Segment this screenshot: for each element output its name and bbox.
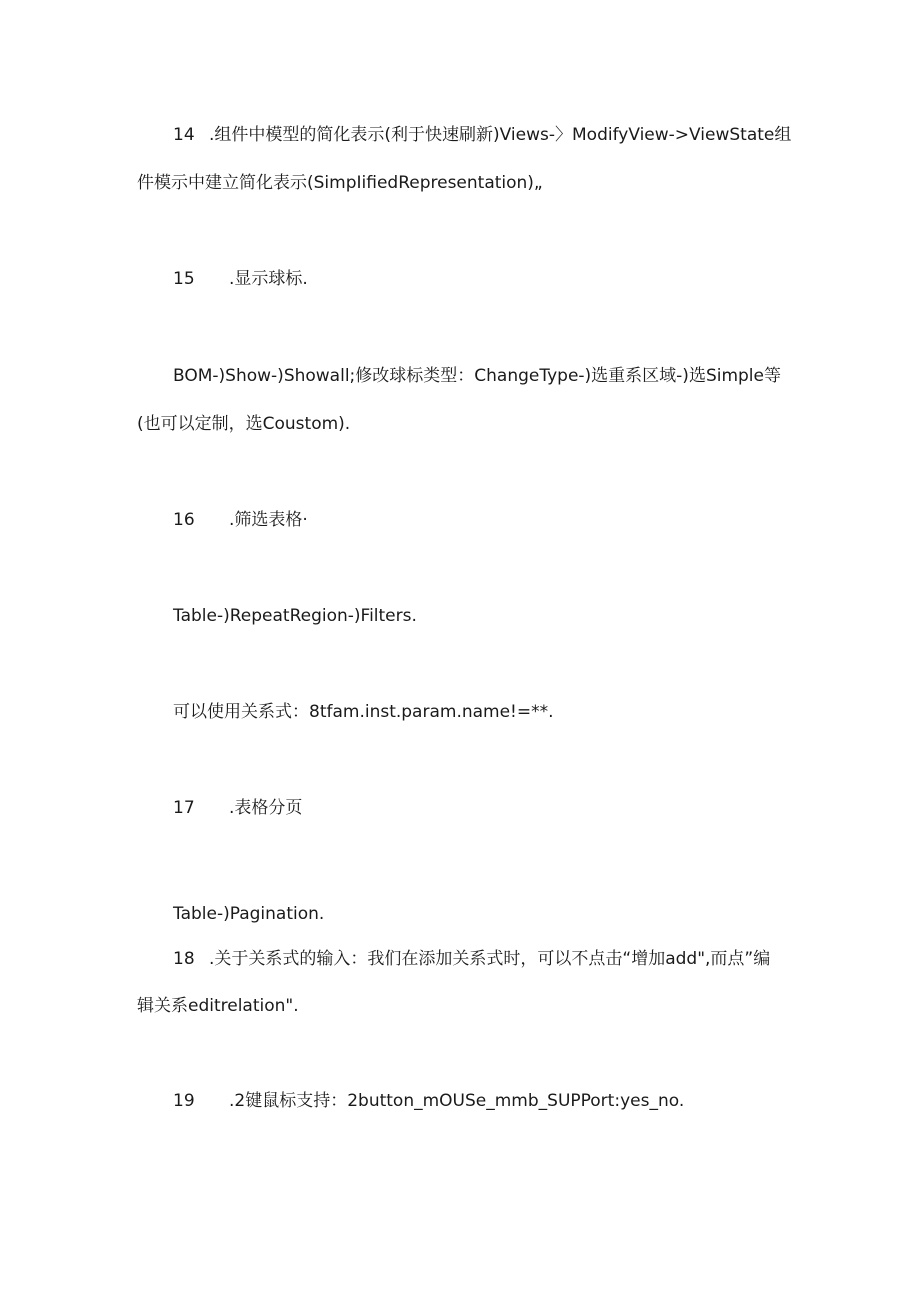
item-17-number: 17 bbox=[173, 798, 195, 818]
item-16-text: .筛选表格· bbox=[229, 510, 308, 530]
item-17-body1: Table-)Pagination. bbox=[173, 904, 325, 924]
item-16-heading bbox=[173, 509, 308, 531]
item-14-text: .组件中模型的简化表示(利于快速刷新)Views-〉ModifyView->ViewState组 bbox=[209, 125, 792, 145]
item-19-number: 19 bbox=[173, 1091, 195, 1111]
item-19-text: .2键鼠标支持：2button_mOUSe_mmb_SUPPort:yes_no. bbox=[229, 1091, 685, 1111]
item-19-heading bbox=[173, 1090, 684, 1112]
item-16-body1: Table-)RepeatRegion-)Filters. bbox=[173, 606, 417, 626]
item-15-heading bbox=[173, 268, 308, 290]
item-15-text: .显示球标. bbox=[229, 269, 308, 289]
item-18-number: 18 bbox=[173, 949, 195, 969]
item-16-body2: 可以使用关系式：8tfam.inst.param.name!=**. bbox=[173, 702, 554, 722]
item-15-number: 15 bbox=[173, 269, 195, 289]
item-18-text: .关于关系式的输入：我们在添加关系式时，可以不点击“增加add",而点”编 bbox=[209, 949, 771, 969]
item-15-body-line2: (也可以定制，选Coustom). bbox=[137, 414, 351, 434]
item-18-line2: 辑关系editrelation". bbox=[137, 996, 299, 1016]
item-17-heading bbox=[173, 797, 302, 819]
item-18-line1 bbox=[173, 948, 770, 970]
item-14-line1 bbox=[173, 124, 791, 146]
item-15-body-line1: BOM-)Show-)Showall;修改球标类型：ChangeType-)选重系区域-)选Simple等 bbox=[173, 366, 781, 386]
item-17-text: .表格分页 bbox=[229, 798, 303, 818]
item-14-line2: 件模示中建立简化表示(SimpIifiedRepresentation)„ bbox=[137, 173, 543, 193]
item-14-number: 14 bbox=[173, 125, 195, 145]
item-16-number: 16 bbox=[173, 510, 195, 530]
